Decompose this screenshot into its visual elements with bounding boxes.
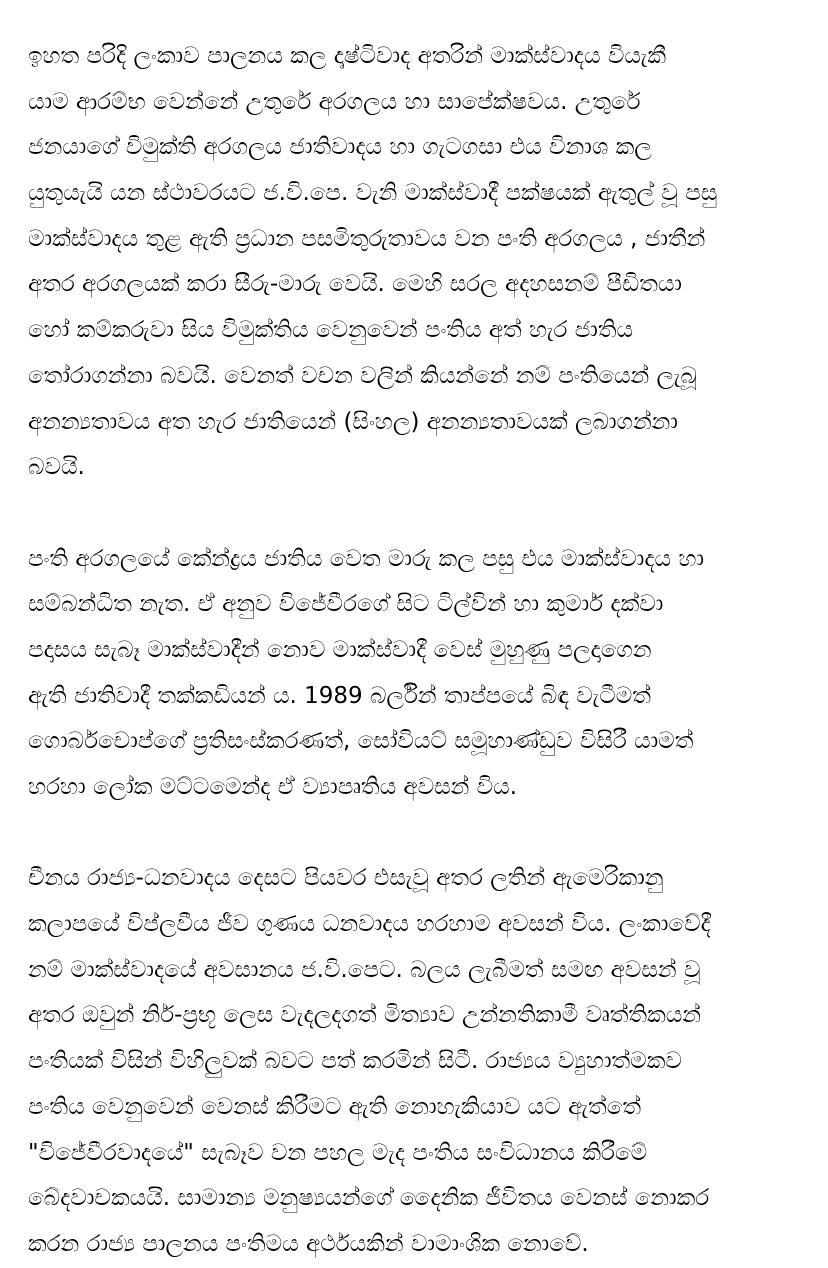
text-line: අනන්‍යතාවය අත හැර ජාතියෙන් (සිංහල) අනන්‍යතාවයක් ලබාගන්නා	[28, 408, 678, 435]
text-line: පංතියක් විසින් විහිලුවක් බවට පත් කරමින් සිටී. රාජ්‍යය ව්‍යුහාත්මකව	[28, 1048, 682, 1075]
text-line: පංතිය වෙනුවෙන් වෙනස් කිරීමට ඇති නොහැකියාව යට ඇත්තේ	[28, 1093, 642, 1120]
text-line: යාම ආරම්භ වෙන්නේ උතුරේ අරගලය හා සාපේක්ෂවය. උතුරේ	[28, 88, 641, 115]
text-line: ජනයාගේ විමුක්ති අරගලය ජාතිවාදය හා ගැටගසා එය විනාශ කල	[28, 134, 652, 161]
text-line: බේදවාචකයයි. සාමාන්‍ය මනුෂ්‍යයන්ගේ දෛනික ජීවිතය වෙනස් නොකර	[28, 1185, 710, 1212]
text-line: තෝරාගන්නා බවයි. වෙනත් වචන වලින් කියන්නේ නම් පංතියෙන් ලැබූ	[28, 362, 697, 389]
paragraph-spacer	[28, 811, 804, 857]
paragraph-1	[28, 34, 804, 491]
text-line: අතර ඔවුන් නිර්-ප්‍රභූ ලෙස වැදලදගත් මිත්‍යාව උන්නතිකාමී වෘත්තිකයන්	[28, 1002, 701, 1029]
text-line: හරහා ලෝක මට්ටමෙන්ද ඒ ව්‍යාපෘතිය අවසන් විය.	[28, 774, 518, 800]
text-line: චීනය රාජ්‍ය-ධනවාදය දෙසට පියවර එසැවූ අතර ලතින් ඇමෙරිකානු	[28, 865, 664, 892]
text-line: බවයි.	[28, 454, 85, 481]
paragraph-2	[28, 537, 804, 811]
text-line: හෝ කම්කරුවා සිය විමුක්තිය වෙනුවෙන් පංතිය අත් හැර ජාතිය	[28, 317, 634, 344]
text-line: කරන රාජ්‍ය පාලනය පංතිමය අර්ථයකින් වාමාංශික නොවේ.	[28, 1230, 589, 1257]
text-line: මාක්ස්වාදය තුළ ඇති ප්‍රධාන පසමිතුරුතාවය වන පංති අරගලය , ජාතීන්	[28, 225, 706, 252]
text-line: පදාසය සැබෑ මාක්ස්වාදීන් නොව මාක්ස්වාදී වෙස් මුහුණු පලදාගෙන	[28, 636, 652, 663]
text-line: නම් මාක්ස්වාදයේ අවසානය ජ.වි.පෙට. බලය ලැබීමත් සමඟ අවසන් වූ	[28, 956, 701, 983]
text-line: "විජේවීරවාදයේ" සැබෑව වන පහල මැද පංතිය සංවිධානය කිරීමේ	[28, 1139, 648, 1166]
paragraph-spacer	[28, 491, 804, 537]
text-line: පංති අරගලයේ කේන්ද්‍රය ජාතිය වෙත මාරු කල පසු එය මාක්ස්වාදය හා	[28, 545, 705, 572]
text-line: අතර අරගලයක් කරා සීරු-මාරු වෙයි. මෙහි සරල අදහසනම් පීඩිතයා	[28, 271, 682, 298]
paragraph-3	[28, 856, 804, 1267]
text-line: සම්බන්ධිත නැත. ඒ අනුව විජේවීරගේ සිට ටිල්වින් හා කුමාර් දක්වා	[28, 591, 664, 618]
text-line: ඉහත පරිදි ලංකාව පාලනය කල දෘෂ්ටිවාද අතරින් මාක්ස්වාදය වියැකී	[28, 43, 667, 69]
text-line: ගොර්බචොප්ගේ ප්‍රතිසංස්කරණත්, සෝවියට් සමූහාණ්ඩුව විසිරී යාමත්	[28, 728, 694, 755]
text-line: යුතුයැයි යන ස්ථාවරයට ජ.වි.පෙ. වැනි මාක්ස්වාදී පක්ෂයක් ඇතුල් වූ පසු	[28, 180, 718, 207]
text-line: කලාපයේ විප්ලවීය ජීව ගුණය ධනවාදය හරහාම අවසන් විය. ලංකාවේදී	[28, 911, 711, 938]
text-line: ඇති ජාතිවාදී තක්කඩියන් ය. 1989 බර්ලින් තාප්පයේ බිඳ වැටීමත්	[28, 682, 651, 709]
